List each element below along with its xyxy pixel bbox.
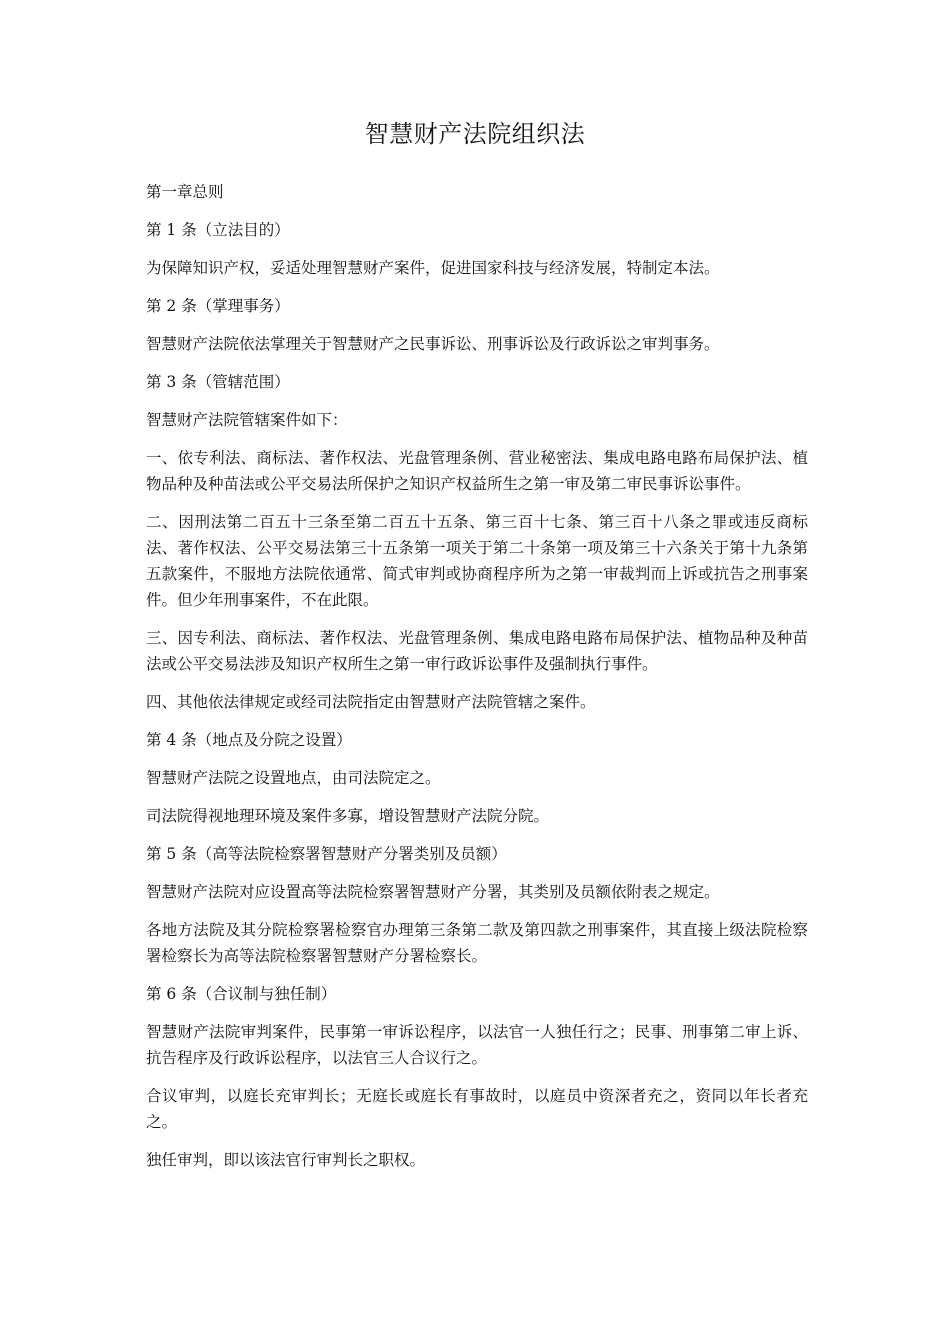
article-5-heading: 第 5 条（高等法院检察署智慧财产分署类别及员额）: [146, 845, 507, 863]
article-3-heading: 第 3 条（管辖范围）: [146, 373, 290, 391]
article-5-text-2: 各地方法院及其分院检察署检察官办理第三条第二款及第四款之刑事案件，其直接上级法院检察署检察长为高等法院检察署智慧财产分署检察长。: [146, 921, 808, 965]
article-1-text: 为保障知识产权，妥适处理智慧财产案件，促进国家科技与经济发展，特制定本法。: [146, 259, 720, 277]
article-2-text: 智慧财产法院依法掌理关于智慧财产之民事诉讼、刑事诉讼及行政诉讼之审判事务。: [146, 335, 720, 353]
chapter-heading: 第一章总则: [146, 183, 224, 201]
article-3-item-3: 三、因专利法、商标法、著作权法、光盘管理条例、集成电路电路布局保护法、植物品种及种苗法或公平交易法涉及知识产权所生之第一审行政诉讼事件及强制执行事件。: [146, 629, 808, 673]
article-6-text-3: 独任审判，即以该法官行审判长之职权。: [146, 1151, 426, 1169]
article-3-item-2: 二、因刑法第二百五十三条至第二百五十五条、第三百十七条、第三百十八条之罪或违反商标法、著作权法、公平交易法第三十五条第一项关于第二十条第一项及第三十六条关于第十九条第五款案件，不服地方法院依通常、简式审判或协商程序所为之第一审裁判而上诉或抗告之刑事案件。但少年刑事案件，不在此限。: [146, 513, 808, 609]
document-body: [146, 179, 808, 1185]
article-3-intro: 智慧财产法院管辖案件如下：: [146, 411, 348, 429]
article-2-heading: 第 2 条（掌理事务）: [146, 297, 290, 315]
document-title: 智慧财产法院组织法: [364, 120, 586, 148]
article-3-item-1: 一、依专利法、商标法、著作权法、光盘管理条例、营业秘密法、集成电路电路布局保护法、植物品种及种苗法或公平交易法所保护之知识产权益所生之第一审及第二审民事诉讼事件。: [146, 449, 808, 493]
article-6-heading: 第 6 条（合议制与独任制）: [146, 985, 337, 1003]
article-4-text-1: 智慧财产法院之设置地点，由司法院定之。: [146, 769, 441, 787]
article-3-item-4: 四、其他依法律规定或经司法院指定由智慧财产法院管辖之案件。: [146, 693, 596, 711]
article-5-text-1: 智慧财产法院对应设置高等法院检察署智慧财产分署，其类别及员额依附表之规定。: [146, 883, 720, 901]
article-6-text-2: 合议审判，以庭长充审判长；无庭长或庭长有事故时，以庭员中资深者充之，资同以年长者充之。: [146, 1087, 808, 1131]
article-4-heading: 第 4 条（地点及分院之设置）: [146, 731, 352, 749]
article-4-text-2: 司法院得视地理环境及案件多寡，增设智慧财产法院分院。: [146, 807, 550, 825]
article-1-heading: 第 1 条（立法目的）: [146, 221, 290, 239]
article-6-text-1: 智慧财产法院审判案件，民事第一审诉讼程序，以法官一人独任行之；民事、刑事第二审上诉、抗告程序及行政诉讼程序，以法官三人合议行之。: [146, 1023, 808, 1067]
